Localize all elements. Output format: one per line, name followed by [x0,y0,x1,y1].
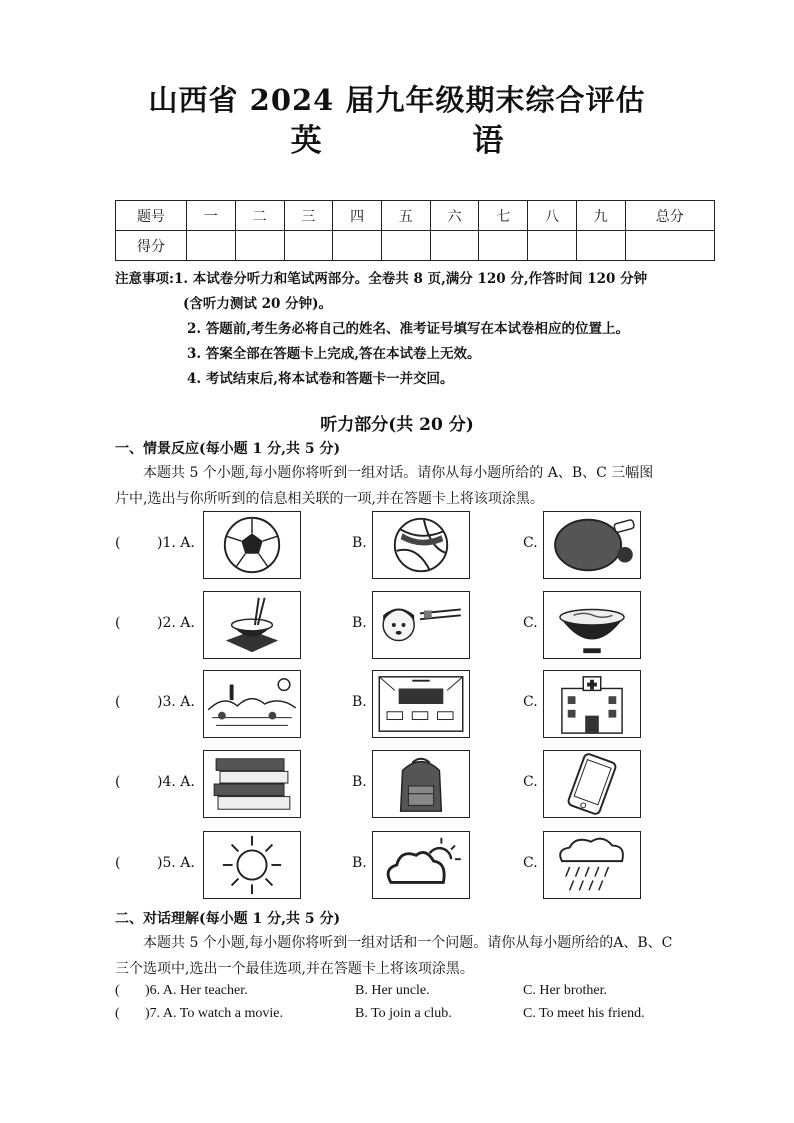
option-b-label: B. [352,535,367,551]
option-b-label: B. [352,774,367,790]
question-option-c: C. Her brother. [523,983,607,998]
part1-instructions [115,460,730,512]
partly-cloudy-icon [372,831,470,899]
listening-section-title: 听力部分(共 20 分) [320,415,474,435]
note-line [115,367,735,392]
exam-title: 山西省 2024 届九年级期末综合评估 [148,83,646,117]
part2-heading: 二、对话理解(每小题 1 分,共 5 分) [115,911,341,927]
ping-pong-paddle-picture [543,511,641,579]
table-cell: 得分 [116,231,187,261]
question-row-1 [115,511,735,581]
answer-paren: ( [115,855,121,871]
note-line [115,267,735,292]
answer-paren: ( [115,694,121,710]
table-cell: 九 [576,201,625,231]
answer-paren: ( [115,535,121,551]
score-input-cell [381,231,430,261]
backpack-picture [372,750,470,818]
note-item: 2. 答题前,考生务必将自己的姓名、准考证号填写在本试卷相应的位置上。 [187,321,629,337]
option-b-label: B. [352,855,367,871]
score-table-header-row [116,201,715,231]
question-row-7 [115,1006,735,1028]
score-input-cell [284,231,333,261]
instruction-line: 片中,选出与你所听到的信息相关联的一项,并在答题卡上将该项涂黑。 [115,491,544,507]
part1-heading: 一、情景反应(每小题 1 分,共 5 分) [115,441,341,457]
instruction-line: 三个选项中,选出一个最佳选项,并在答题卡上将该项涂黑。 [115,961,474,977]
instruction-line: 本题共 5 个小题,每小题你将听到一组对话。请你从每小题所给的 A、B、C 三幅图 [143,465,654,481]
rain-cloud-icon [543,831,641,899]
option-c-label: C. [523,535,538,551]
note-line [115,317,735,342]
note-item: 4. 考试结束后,将本试卷和答题卡一并交回。 [187,371,454,387]
question-option-a: )7. A. To watch a movie. [145,1006,283,1021]
score-input-cell [235,231,284,261]
question-row-2 [115,591,735,661]
question-row-5 [115,831,735,901]
rice-bowl-chopsticks-picture [203,591,301,659]
table-cell: 五 [381,201,430,231]
score-input-cell [333,231,382,261]
table-cell: 题号 [116,201,187,231]
question-number: )2. A. [157,615,195,631]
table-cell: 六 [430,201,479,231]
question-option-a: )6. A. Her teacher. [145,983,248,998]
question-row-6 [115,983,735,1005]
option-c-label: C. [523,615,538,631]
score-input-cell [528,231,577,261]
option-c-label: C. [523,855,538,871]
hospital-picture [543,670,641,738]
exam-notes [115,267,735,392]
instruction-line: 本题共 5 个小题,每小题你将听到一组对话和一个问题。请你从每小题所给的A、B、C [143,935,673,951]
note-item: 1. 本试卷分听力和笔试两部分。全卷共 8 页,满分 120 分,作答时间 120 分钟 [173,271,648,287]
score-input-cell [430,231,479,261]
answer-paren: ( [115,1006,120,1021]
score-table-score-row [116,231,715,261]
countryside-landscape-picture [203,670,301,738]
question-row-3 [115,670,735,740]
table-cell: 七 [479,201,528,231]
subject-title: 英 语 [290,123,574,159]
option-c-label: C. [523,694,538,710]
answer-paren: ( [115,615,121,631]
table-cell: 总分 [625,201,714,231]
classroom-picture [372,670,470,738]
option-b-label: B. [352,694,367,710]
score-input-cell [576,231,625,261]
question-option-b: B. To join a club. [355,1006,452,1021]
option-b-label: B. [352,615,367,631]
smartphone-picture [543,750,641,818]
question-number: )3. A. [157,694,195,710]
score-input-cell [625,231,714,261]
score-table [115,200,715,261]
answer-paren: ( [115,983,120,998]
table-cell: 八 [528,201,577,231]
question-option-b: B. Her uncle. [355,983,430,998]
table-cell: 二 [235,201,284,231]
noodle-bowl-picture [543,591,641,659]
question-row-4 [115,750,735,820]
question-number: )4. A. [157,774,195,790]
table-cell: 三 [284,201,333,231]
score-input-cell [479,231,528,261]
part2-instructions [115,930,730,982]
option-c-label: C. [523,774,538,790]
note-line [115,342,735,367]
note-item: (含听力测试 20 分钟)。 [183,296,332,312]
question-number: )5. A. [157,855,195,871]
girl-with-chopsticks-picture [372,591,470,659]
score-input-cell [187,231,236,261]
table-cell: 四 [333,201,382,231]
note-line [115,292,735,317]
answer-paren: ( [115,774,121,790]
question-number: )1. A. [157,535,195,551]
table-cell: 一 [187,201,236,231]
note-item: 3. 答案全部在答题卡上完成,答在本试卷上无效。 [187,346,481,362]
soccer-ball-picture [203,511,301,579]
sun-icon [203,831,301,899]
question-option-c: C. To meet his friend. [523,1006,645,1021]
volleyball-picture [372,511,470,579]
notes-label: 注意事项: [115,271,174,287]
stack-of-books-picture [203,750,301,818]
